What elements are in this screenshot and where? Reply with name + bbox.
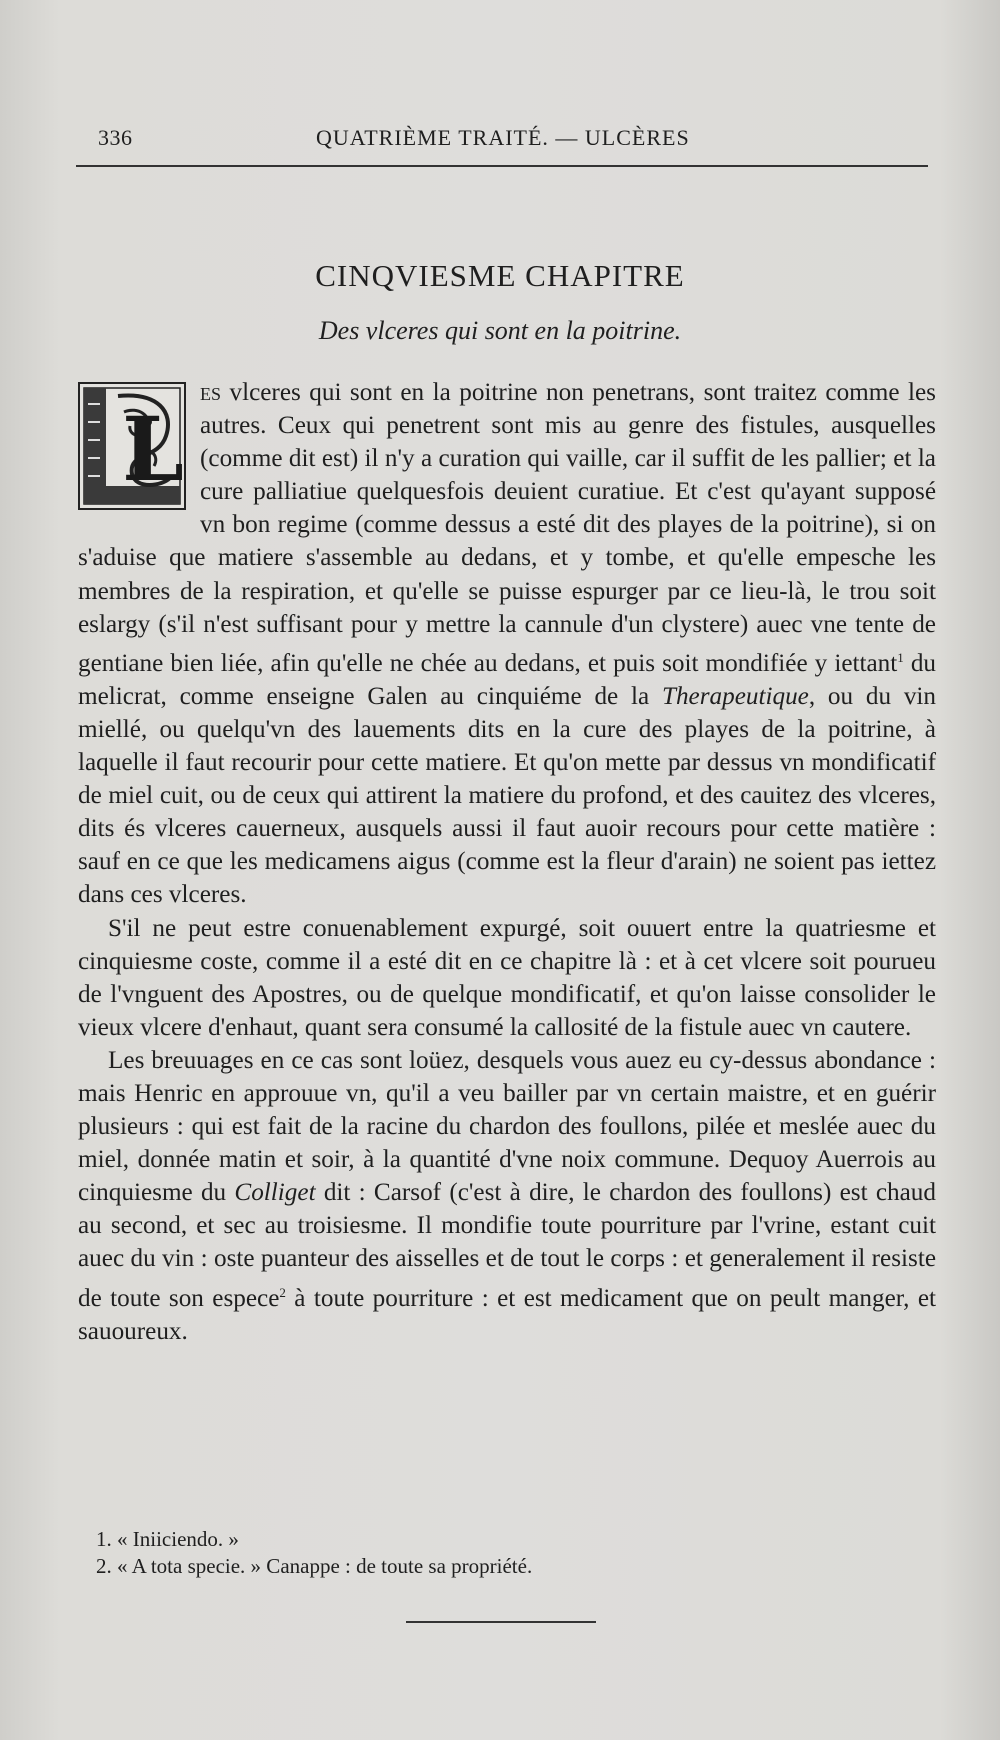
- end-rule: [406, 1621, 596, 1623]
- chapter-title: CINQVIESME CHAPITRE: [315, 258, 685, 293]
- footnotes: [96, 1526, 916, 1580]
- footnote-1: 1. « Iniiciendo. »: [96, 1527, 239, 1551]
- dropcap-ornament-icon: [78, 382, 186, 510]
- paragraph-1: [78, 376, 936, 912]
- footnote-ref-2: 2: [279, 1284, 286, 1300]
- p1-text-2: du melicrat, comme enseigne Galen au cinquiéme de la: [78, 649, 937, 710]
- italic-colliget: Colliget: [234, 1179, 316, 1207]
- paragraph-3: [78, 1044, 936, 1348]
- dropcap-smallcaps: es: [200, 379, 222, 406]
- chapter-subtitle: Des vlceres qui sont en la poitrine.: [318, 316, 682, 345]
- ornamental-dropcap: [78, 382, 186, 510]
- body-text: [78, 376, 936, 1348]
- footnote-2: 2. « A tota specie. » Canappe : de toute sa propriété.: [96, 1554, 533, 1578]
- footnote-ref-1: 1: [897, 649, 904, 665]
- p1-text-3: , ou du vin miellé, ou quelqu'vn des lauements dits en la cure des playes de la poitrine, à laquelle il faut recourir pour cette matiere. Et qu'on mette par dessus vn mondificatif de miel cuit, ou de ceux qui attirent la matiere du profond, et des cauitez des vlceres, dits és vlceres cauerneux, ausquels aussi il faut auoir recours pour cette matière : sauf en ce que les medicamens aigus (comme est la fleur d'arain) ne soient pas iettez dans ces vlceres.: [78, 682, 937, 909]
- running-title: QUATRIÈME TRAITÉ. — ULCÈRES: [316, 125, 690, 150]
- dropcap-letter: L: [122, 397, 184, 501]
- p1-text-1: vlceres qui sont en la poitrine non penetrans, sont traitez comme les autres. Ceux qui penetrent sont mis au genre des fistules, ausquelles (comme dit est) il n'y a curation qui vaille, car il suffit de les pallier; et la cure palliatiue quelquesfois deuient curatiue. Et c'est qu'ayant supposé vn bon regime (comme dessus a esté dit des playes de la poitrine), si on s'aduise que matiere s'assemble au dedans, et y tombe, et qu'elle empesche les membres de la respiration, et qu'elle se puisse espurger par ce lieu-là, le trou soit eslargy (s'il n'est suffisant pour y mettre la cannule d'un clystere) auec vne tente de gentiane bien liée, afin qu'elle ne chée au dedans, et puis soit mondifiée y iettant: [78, 379, 936, 677]
- page-number: 336: [98, 125, 133, 150]
- italic-therapeutique: Therapeutique: [661, 682, 809, 710]
- header-rule: [76, 165, 928, 167]
- p3-text-3: à toute pourriture : et est medicament que on peult manger, et sauoureux.: [78, 1284, 936, 1345]
- paragraph-2: S'il ne peut estre conuenablement expurgé, soit ouuert entre la quatriesme et cinquiesme coste, comme il a esté dit en ce chapitre là : et à cet vlcere soit pourueu de l'vnguent des Apostres, ou de quelque mondificatif, et qu'on laisse consolider le vieux vlcere d'enhaut, quant sera consumé la callosité de la fistule auec vn cautere.: [78, 914, 936, 1041]
- running-header: [76, 118, 928, 154]
- p3-text-2: dit : Carsof (c'est à dire, le chardon des foullons) est chaud au second, et sec au troisiesme. Il mondifie toute pourriture par l'vrine, estant cuit auec du vin : oste puanteur des aisselles et de tout le corps : et generalement il resiste de toute son espece: [78, 1179, 936, 1312]
- p3-text-1: Les breuuages en ce cas sont loüez, desquels vous auez eu cy-dessus abondance : mais Henric en approuue vn, qu'il a veu bailler par vn certain maistre, et en guérir plusieurs : qui est fait de la racine du chardon des foullons, pilée et meslée auec du miel, donnée matin et soir, à la quantité d'vne noix commune. Dequoy Auerrois au cinquiesme du: [78, 1046, 936, 1207]
